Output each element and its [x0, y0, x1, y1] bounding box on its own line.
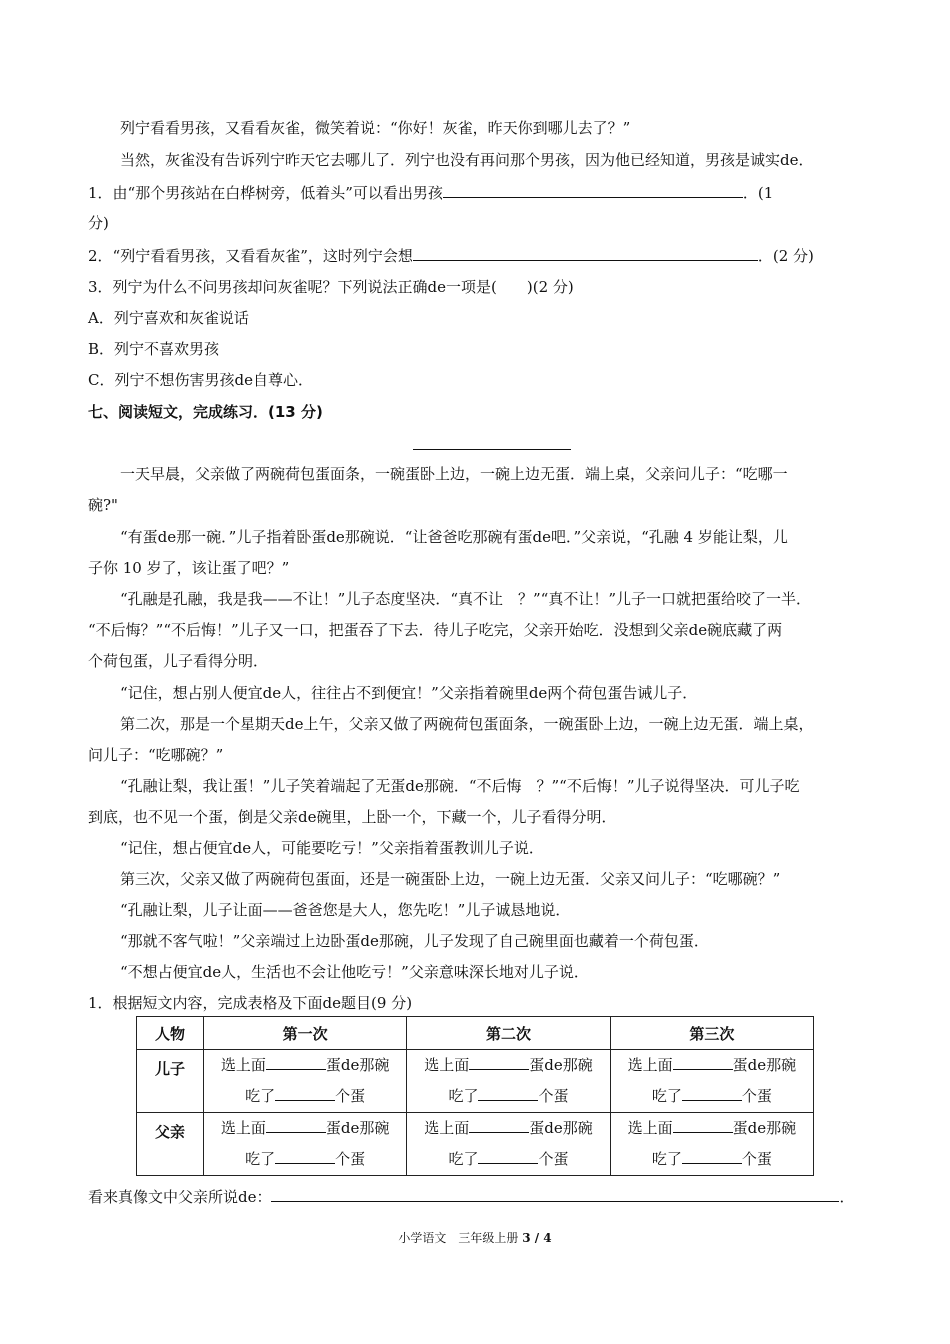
- answer-blank[interactable]: [469, 1118, 529, 1133]
- table-cell: 选上面 蛋de那碗 吃了 个蛋: [407, 1050, 610, 1113]
- story-paragraph: “记住，想占便宜de人，可能要吃亏！”父亲指着蛋教训儿子说．: [120, 839, 544, 857]
- page-footer: [0, 1229, 950, 1246]
- question-1: [88, 182, 773, 203]
- story-paragraph: “孔融是孔融，我是我——不让！”儿子态度坚决．“真不让 ？”“真不让！”儿子一口就把蛋给咬了一半．: [120, 590, 812, 608]
- answer-blank[interactable]: [478, 1149, 538, 1164]
- story-paragraph: 当然，灰雀没有告诉列宁昨天它去哪儿了．列宁也没有再问那个男孩，因为他已经知道，男孩是诚实de．: [120, 151, 814, 169]
- story-paragraph: 个荷包蛋，儿子看得分明．: [88, 652, 269, 670]
- page-number: 3 / 4: [522, 1231, 552, 1245]
- table-row-father: [137, 1113, 814, 1176]
- story-paragraph: “记住，想占别人便宜de人，往往占不到便宜！”父亲指着碗里de两个荷包蛋告诫儿子．: [120, 684, 698, 702]
- option-c[interactable]: C．列宁不想伤害男孩de自尊心．: [88, 371, 313, 389]
- question-score: ．(1: [742, 184, 774, 202]
- table-cell: 选上面 蛋de那碗 吃了 个蛋: [610, 1113, 813, 1176]
- story-paragraph: 第三次，父亲又做了两碗荷包蛋面，还是一碗蛋卧上边，一碗上边无蛋．父亲又问儿子：“吃哪碗？”: [120, 870, 781, 888]
- section-heading: 七、阅读短文，完成练习．(13 分): [88, 403, 323, 421]
- story-paragraph: 子你 10 岁了，该让蛋了吧？”: [88, 559, 290, 577]
- story-paragraph: “有蛋de那一碗．”儿子指着卧蛋de那碗说．“让爸爸吃那碗有蛋de吧．”父亲说，“孔融 4 岁能让梨，儿: [120, 528, 788, 546]
- header-person: 人物: [137, 1017, 204, 1050]
- option-b[interactable]: B．列宁不喜欢男孩: [88, 340, 220, 358]
- answer-blank[interactable]: [682, 1086, 742, 1101]
- answer-blank[interactable]: [682, 1149, 742, 1164]
- story-paragraph: “那就不客气啦！”父亲端过上边卧蛋de那碗，儿子发现了自己碗里面也藏着一个荷包蛋．: [120, 932, 709, 950]
- story-paragraph: “不后悔？”“不后悔！”儿子又一口，把蛋吞了下去．待儿子吃完，父亲开始吃．没想到父亲de碗底藏了两: [88, 621, 783, 639]
- answer-blank[interactable]: [266, 1118, 326, 1133]
- answer-blank[interactable]: [275, 1149, 335, 1164]
- story-paragraph: 列宁看看男孩，又看看灰雀，微笑着说：“你好！灰雀，昨天你到哪儿去了？”: [120, 119, 631, 137]
- question-1: 1．根据短文内容，完成表格及下面de题目(9 分): [88, 994, 413, 1012]
- answer-blank[interactable]: [478, 1086, 538, 1101]
- story-paragraph: 第二次，那是一个星期天de上午，父亲又做了两碗荷包蛋面条，一碗蛋卧上边，一碗上边无蛋．端上桌，: [120, 715, 814, 733]
- question-score-cont: 分): [88, 214, 109, 232]
- story-paragraph: “不想占便宜de人，生活也不会让他吃亏！”父亲意味深长地对儿子说．: [120, 963, 589, 981]
- header-third: 第三次: [610, 1017, 813, 1050]
- question-2: [88, 245, 814, 266]
- question-text: 1．由“那个男孩站在白桦树旁，低着头”可以看出男孩: [88, 184, 443, 202]
- answer-blank[interactable]: [469, 1055, 529, 1070]
- story-paragraph: “孔融让梨，我让蛋！”儿子笑着端起了无蛋de那碗．“不后悔 ？”“不后悔！”儿子说得坚决．可儿子吃: [120, 777, 800, 795]
- header-first: 第一次: [204, 1017, 407, 1050]
- answer-blank[interactable]: [271, 1186, 839, 1202]
- question-score: ．(2 分): [757, 247, 814, 265]
- answer-blank[interactable]: [275, 1086, 335, 1101]
- table-cell: 选上面 蛋de那碗 吃了 个蛋: [204, 1113, 407, 1176]
- table-row-son: [137, 1050, 814, 1113]
- answer-table: [136, 1016, 814, 1176]
- answer-blank[interactable]: [443, 182, 743, 198]
- table-cell: 选上面 蛋de那碗 吃了 个蛋: [407, 1113, 610, 1176]
- option-a[interactable]: A．列宁喜欢和灰雀说话: [88, 309, 249, 327]
- footer-label: 小学语文 三年级上册: [398, 1231, 519, 1245]
- answer-blank[interactable]: [673, 1055, 733, 1070]
- answer-blank[interactable]: [266, 1055, 326, 1070]
- story-paragraph: 碗?": [88, 496, 118, 514]
- header-second: 第二次: [407, 1017, 610, 1050]
- answer-blank[interactable]: [413, 245, 758, 261]
- answer-blank[interactable]: [673, 1118, 733, 1133]
- story-paragraph: 到底，也不见一个蛋，倒是父亲de碗里，上卧一个，下藏一个，儿子看得分明．: [88, 808, 617, 826]
- title-blank[interactable]: [413, 449, 571, 450]
- final-question: 看来真像文中父亲所说de： ．: [88, 1188, 855, 1206]
- table-cell: 选上面 蛋de那碗 吃了 个蛋: [610, 1050, 813, 1113]
- role-son: 儿子: [137, 1050, 204, 1113]
- story-paragraph: “孔融让梨，儿子让面——爸爸您是大人，您先吃！”儿子诚恳地说．: [120, 901, 571, 919]
- question-text: 2．“列宁看看男孩，又看看灰雀”，这时列宁会想: [88, 247, 413, 265]
- table-cell: 选上面 蛋de那碗 吃了 个蛋: [204, 1050, 407, 1113]
- story-paragraph: 一天早晨，父亲做了两碗荷包蛋面条，一碗蛋卧上边，一碗上边无蛋．端上桌，父亲问儿子：“吃哪一: [120, 465, 788, 483]
- question-3: 3．列宁为什么不问男孩却问灰雀呢？下列说法正确de一项是( )(2 分): [88, 278, 574, 296]
- story-paragraph: 问儿子：“吃哪碗？”: [88, 746, 224, 764]
- table-header-row: [137, 1017, 814, 1050]
- question-text: 看来真像文中父亲所说de：: [88, 1188, 272, 1206]
- role-father: 父亲: [137, 1113, 204, 1176]
